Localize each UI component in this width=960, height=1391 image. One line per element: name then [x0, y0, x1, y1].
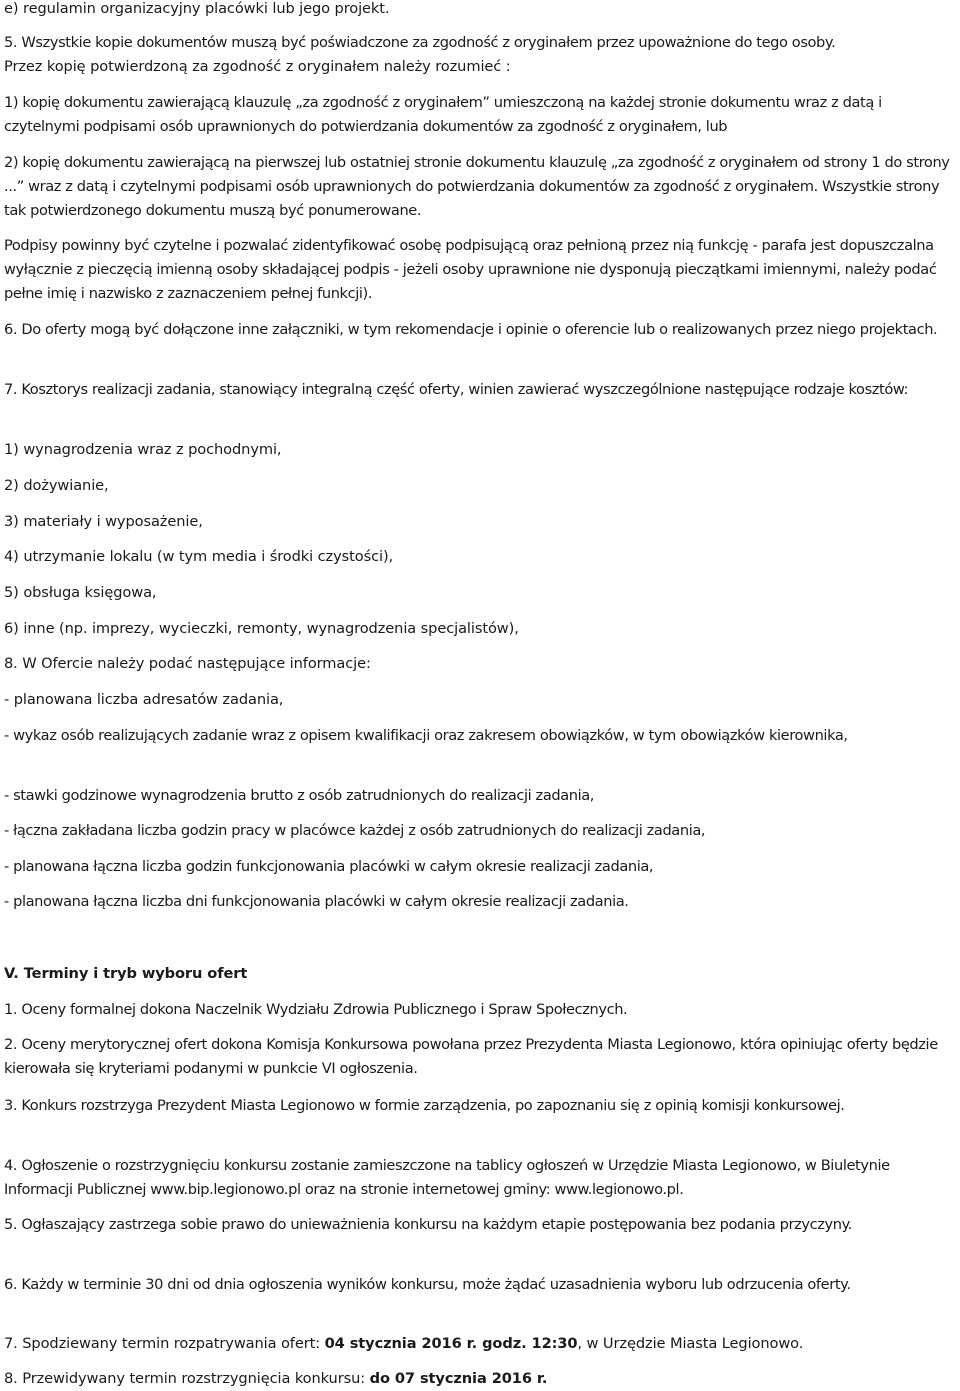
cost-item-5: 5) obsługa księgowa, [4, 584, 157, 601]
cost-item-1: 1) wynagrodzenia wraz z pochodnymi, [4, 441, 282, 458]
item-7-location: , w Urzędzie Miasta Legionowo. [577, 1335, 804, 1352]
cost-item-3: 3) materiały i wyposażenie, [4, 513, 203, 530]
section-item-8 [4, 1367, 956, 1391]
paragraph-point-8: 8. W Ofercie należy podać następujące informacje: [4, 655, 371, 672]
paragraph-point-5: 5. Wszystkie kopie dokumentów muszą być poświadczone za zgodność z oryginałem przez upoważnione do tego osoby. [4, 34, 836, 51]
info-item-3: - stawki godzinowe wynagrodzenia brutto z osób zatrudnionych do realizacji zadania, [4, 787, 595, 804]
item-7-date: 04 stycznia 2016 r. godz. 12:30 [324, 1335, 578, 1352]
section-item-1: 1. Oceny formalnej dokona Naczelnik Wydziału Zdrowia Publicznego i Spraw Społecznych. [4, 1001, 628, 1018]
paragraph-copy-option-2: 2) kopię dokumentu zawierającą na pierwszej lub ostatniej stronie dokumentu klauzulę „za zgodność z oryginałem od strony 1 do strony ...” wraz z datą i czytelnymi podpisami osób uprawnionych do potwierdzania dokumentów za zgodność z oryginałem. Wszystkie strony tak potwierdzonego dokumentu muszą być ponumerowane. [4, 154, 950, 219]
info-item-6: - planowana łączna liczba dni funkcjonowania placówki w całym okresie realizacji zadania. [4, 893, 629, 910]
cost-item-2: 2) dożywianie, [4, 477, 109, 494]
section-item-5: 5. Ogłaszający zastrzega sobie prawo do unieważnienia konkursu na każdym etapie postępowania bez podania przyczyny. [4, 1216, 852, 1233]
paragraph-point-7: 7. Kosztorys realizacji zadania, stanowiący integralną część oferty, winien zawierać wyszczególnione następujące rodzaje kosztów: [4, 381, 909, 398]
info-item-2: - wykaz osób realizujących zadanie wraz z opisem kwalifikacji oraz zakresem obowiązków, w tym obowiązków kierownika, [4, 727, 848, 744]
info-item-5: - planowana łączna liczba godzin funkcjonowania placówki w całym okresie realizacji zadania, [4, 858, 654, 875]
info-item-1: - planowana liczba adresatów zadania, [4, 691, 284, 708]
section-item-4: 4. Ogłoszenie o rozstrzygnięciu konkursu zostanie zamieszczone na tablicy ogłoszeń w Urzędzie Miasta Legionowo, w Biuletynie Informacji Publicznej www.bip.legionowo.pl oraz na stronie internetowej gminy: www.legionowo.pl. [4, 1157, 890, 1198]
item-7-text: 7. Spodziewany termin rozpatrywania ofert: [4, 1335, 325, 1352]
paragraph-regulamin: e) regulamin organizacyjny placówki lub jego projekt. [4, 0, 390, 17]
item-8-date: do 07 stycznia 2016 r. [369, 1370, 548, 1387]
section-item-2: 2. Oceny merytorycznej ofert dokona Komisja Konkursowa powołana przez Prezydenta Miasta Legionowo, która opiniując oferty będzie kierowała się kryteriami podanymi w punkcie VI ogłoszenia. [4, 1036, 938, 1077]
paragraph-point-6: 6. Do oferty mogą być dołączone inne załączniki, w tym rekomendacje i opinie o oferencie lub o realizowanych przez niego projektach. [4, 321, 938, 338]
cost-item-4: 4) utrzymanie lokalu (w tym media i środki czystości), [4, 548, 394, 565]
cost-item-6: 6) inne (np. imprezy, wycieczki, remonty, wynagrodzenia specjalistów), [4, 620, 519, 637]
paragraph-definition: Przez kopię potwierdzoną za zgodność z oryginałem należy rozumieć : [4, 58, 511, 75]
item-8-text: 8. Przewidywany termin rozstrzygnięcia konkursu: [4, 1370, 370, 1387]
section-item-3: 3. Konkurs rozstrzyga Prezydent Miasta Legionowo w formie zarządzenia, po zapoznaniu się z opinią komisji konkursowej. [4, 1097, 845, 1114]
section-item-6: 6. Każdy w terminie 30 dni od dnia ogłoszenia wyników konkursu, może żądać uzasadnienia wyboru lub odrzucenia oferty. [4, 1276, 851, 1293]
section-item-7 [4, 1332, 956, 1356]
paragraph-copy-option-1: 1) kopię dokumentu zawierającą klauzulę „za zgodność z oryginałem” umieszczoną na każdej stronie dokumentu wraz z datą i czytelnymi podpisami osób uprawnionych do potwierdzania dokumentów za zgodność z oryginałem, lub [4, 94, 882, 135]
paragraph-signatures: Podpisy powinny być czytelne i pozwalać zidentyfikować osobę podpisującą oraz pełnioną przez nią funkcję - parafa jest dopuszczalna wyłącznie z pieczęcią imienną osoby składającej podpis - jeżeli osoby uprawnione nie dysponują pieczątkami imiennymi, należy podać pełne imię i nazwisko z zaznaczeniem pełnej funkcji). [4, 237, 937, 302]
section-heading: V. Terminy i tryb wyboru ofert [4, 965, 248, 982]
info-item-4: - łączna zakładana liczba godzin pracy w placówce każdej z osób zatrudnionych do realizacji zadania, [4, 822, 706, 839]
